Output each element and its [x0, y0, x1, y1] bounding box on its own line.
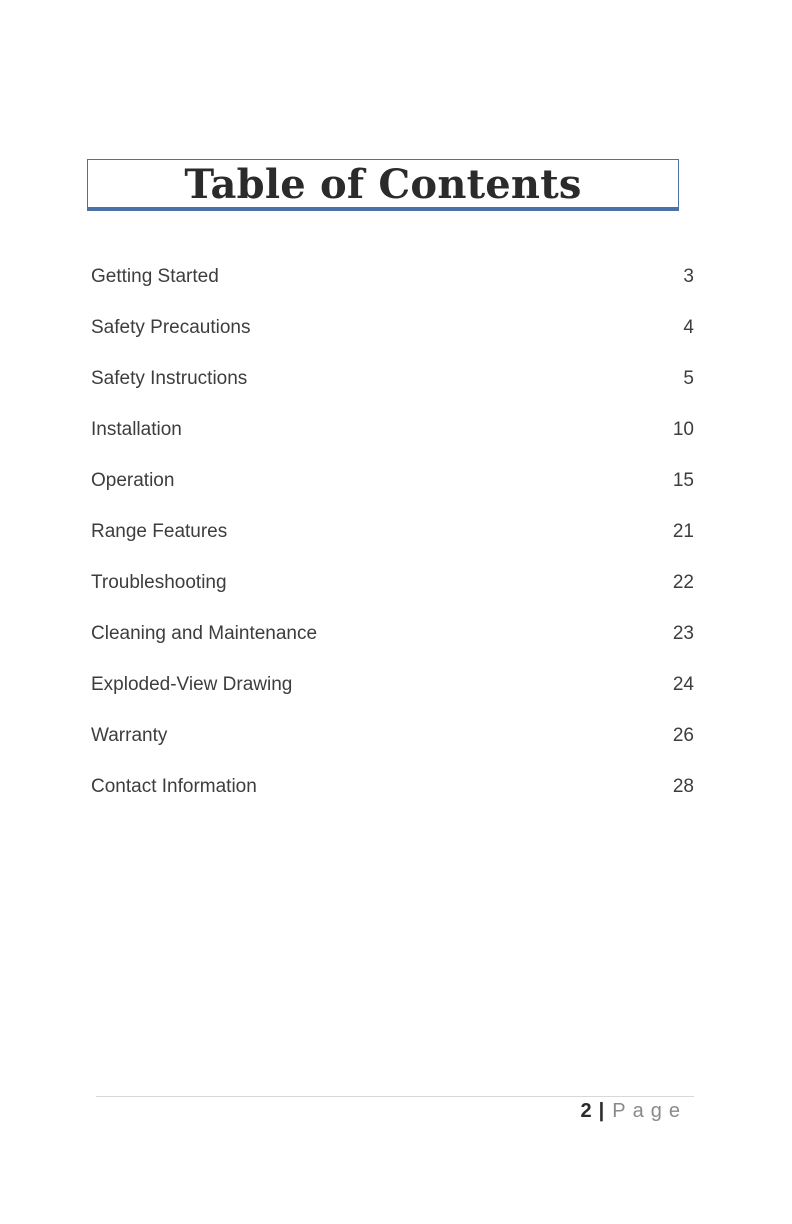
toc-entry-page: 3 — [683, 266, 694, 287]
toc-entry[interactable] — [91, 725, 694, 776]
toc-entry-label: Range Features — [91, 521, 228, 542]
toc-entry-label: Cleaning and Maintenance — [91, 623, 318, 644]
page-separator: | — [598, 1100, 605, 1122]
page-word: Page — [612, 1100, 687, 1122]
toc-entry-page: 26 — [672, 725, 694, 746]
toc-entry[interactable] — [91, 419, 694, 470]
toc-dot-leader — [296, 689, 669, 690]
toc-entry-label: Troubleshooting — [91, 572, 227, 593]
toc-dot-leader — [251, 383, 680, 384]
toc-entry[interactable] — [91, 470, 694, 521]
title-box — [87, 159, 679, 211]
toc-entry[interactable] — [91, 674, 694, 725]
toc-dot-leader — [171, 740, 669, 741]
toc-entry-page: 28 — [672, 776, 694, 797]
toc-entry-page: 21 — [672, 521, 694, 542]
toc-entry[interactable] — [91, 623, 694, 674]
toc-entry[interactable] — [91, 317, 694, 368]
toc-dot-leader — [321, 638, 670, 639]
toc-entry-label: Exploded-View Drawing — [91, 674, 293, 695]
toc-entry-label: Installation — [91, 419, 182, 440]
toc-entry[interactable] — [91, 266, 694, 317]
toc-entry-label: Getting Started — [91, 266, 219, 287]
page-title: Table of Contents — [184, 161, 582, 208]
toc-entry-label: Safety Instructions — [91, 368, 248, 389]
toc-entry-label: Safety Precautions — [91, 317, 251, 338]
toc-entry-page: 4 — [683, 317, 694, 338]
page-footer — [581, 1100, 687, 1123]
toc-entry-page: 23 — [672, 623, 694, 644]
toc-entry[interactable] — [91, 776, 694, 827]
toc-dot-leader — [261, 791, 670, 792]
toc-entry[interactable] — [91, 368, 694, 419]
toc-entry[interactable] — [91, 521, 694, 572]
toc-dot-leader — [186, 434, 670, 435]
toc-dot-leader — [231, 587, 670, 588]
toc-entry-page: 15 — [672, 470, 694, 491]
toc-entry[interactable] — [91, 572, 694, 623]
toc-entry-label: Contact Information — [91, 776, 257, 797]
toc-entry-page: 5 — [683, 368, 694, 389]
toc-entry-label: Operation — [91, 470, 175, 491]
page-number: 2 — [580, 1100, 592, 1122]
toc-entry-label: Warranty — [91, 725, 168, 746]
footer-divider — [96, 1096, 694, 1097]
toc-entry-page: 24 — [672, 674, 694, 695]
toc-dot-leader — [254, 332, 680, 333]
toc-dot-leader — [178, 485, 669, 486]
toc-dot-leader — [231, 536, 670, 537]
toc-dot-leader — [223, 281, 681, 282]
toc-entry-page: 22 — [672, 572, 694, 593]
table-of-contents — [91, 266, 694, 827]
toc-entry-page: 10 — [672, 419, 694, 440]
